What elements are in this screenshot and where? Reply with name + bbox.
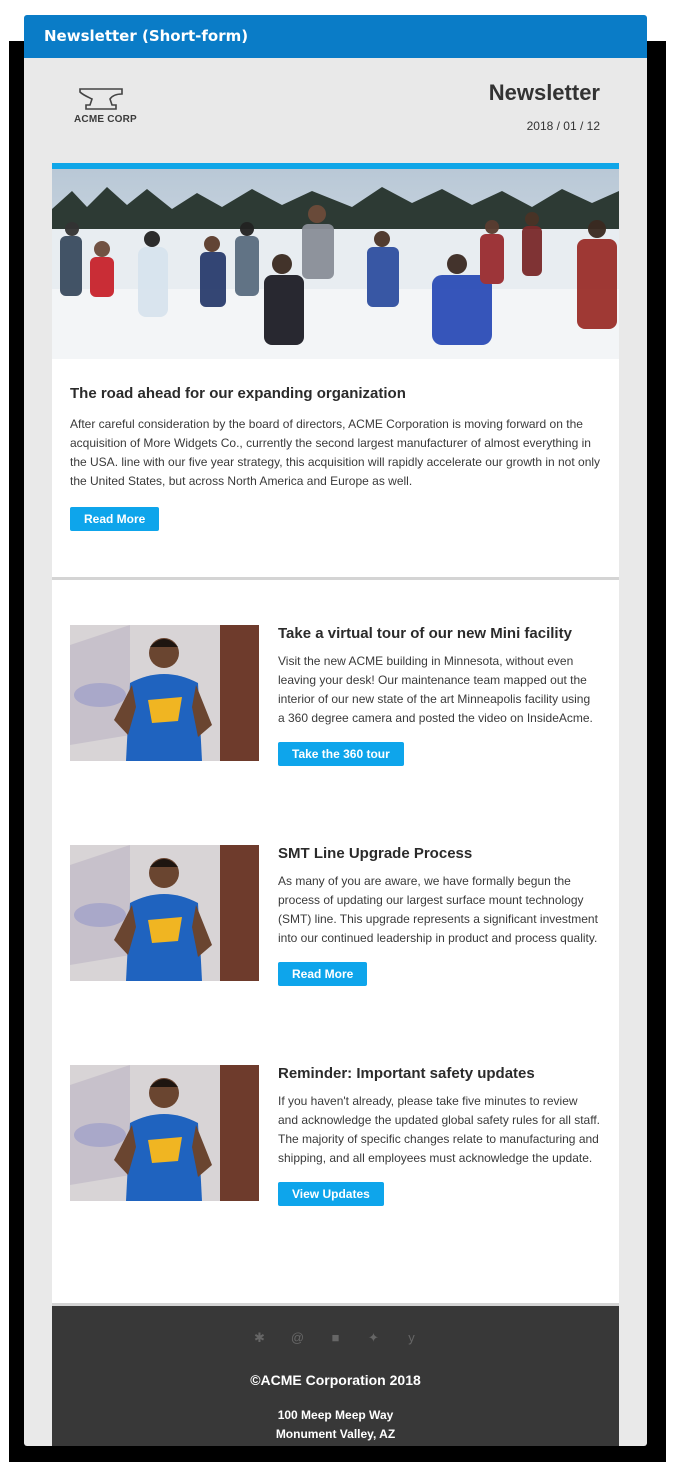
person-photo (70, 845, 259, 981)
address-line-2: Monument Valley, AZ (275, 1427, 396, 1441)
app-window (24, 15, 647, 1446)
article-title: Take a virtual tour of our new Mini facility (278, 625, 572, 642)
newsletter-header (52, 58, 619, 163)
hero-image (52, 169, 619, 359)
read-more-button[interactable]: Read More (70, 507, 159, 531)
newsletter-date: 2018 / 01 / 12 (526, 119, 600, 133)
read-more-button[interactable]: Read More (278, 962, 367, 986)
footer-address (52, 1406, 619, 1444)
social-links (52, 1330, 619, 1346)
hero-photo (52, 169, 619, 359)
take-360-tour-button[interactable]: Take the 360 tour (278, 742, 404, 766)
article-item (70, 845, 601, 1065)
sharepoint-icon[interactable]: ■ (331, 1330, 340, 1345)
article-thumbnail (70, 845, 259, 981)
article-title: Reminder: Important safety updates (278, 1065, 535, 1082)
workplace-icon[interactable]: @ (290, 1330, 305, 1345)
newsletter-title: Newsletter (488, 80, 600, 105)
company-logo (74, 86, 144, 125)
titlebar (24, 15, 647, 58)
article-body: Visit the new ACME building in Minnesota, without even leaving your desk! Our maintenance team mapped out the interior of our new state of the art Minneapolis facility using a 360 degree camera and posted the video on InsideAcme. (278, 654, 593, 725)
article-body: If you haven't already, please take five minutes to review and acknowledge the updated global safety rules for all staff. The majority of specific changes relate to manufacturing and shipping, and all employees must acknowledge the update. (278, 1094, 600, 1165)
logo-text: ACME CORP (74, 114, 137, 125)
anvil-icon (78, 86, 124, 112)
main-article-body: After careful consideration by the board of directors, ACME Corporation is moving forward on the acquisition of More Widgets Co., currently the second largest manufacturer of almost everything in the USA. line with our five year strategy, this acquisition will rapidly accelerate our growth in not only the United States, but across North America and Europe as well. (70, 417, 601, 488)
article-item (70, 625, 601, 845)
article-thumbnail (70, 1065, 259, 1201)
main-article-title: The road ahead for our expanding organization (70, 385, 406, 402)
yammer-icon[interactable]: y (408, 1330, 415, 1345)
person-photo (70, 1065, 259, 1201)
newsletter-footer (52, 1306, 619, 1446)
article-title: SMT Line Upgrade Process (278, 845, 473, 862)
article-item (70, 1065, 601, 1285)
view-updates-button[interactable]: View Updates (278, 1182, 384, 1206)
footer-copyright: ©ACME Corporation 2018 (250, 1372, 421, 1388)
main-article (52, 359, 619, 577)
address-line-1: 100 Meep Meep Way (277, 1408, 394, 1422)
slack-icon[interactable]: ✱ (254, 1330, 265, 1345)
newsletter-content (52, 163, 619, 1446)
window-title: Newsletter (Short-form) (44, 27, 249, 45)
article-body: As many of you are aware, we have formally begun the process of updating our largest surface mount technology (SMT) line. This upgrade represents a significant investment into our continued leadership in product and process quality. (278, 874, 598, 945)
article-list (52, 580, 619, 1303)
person-photo (70, 625, 259, 761)
article-thumbnail (70, 625, 259, 761)
twitter-icon[interactable]: ✦ (368, 1330, 379, 1345)
